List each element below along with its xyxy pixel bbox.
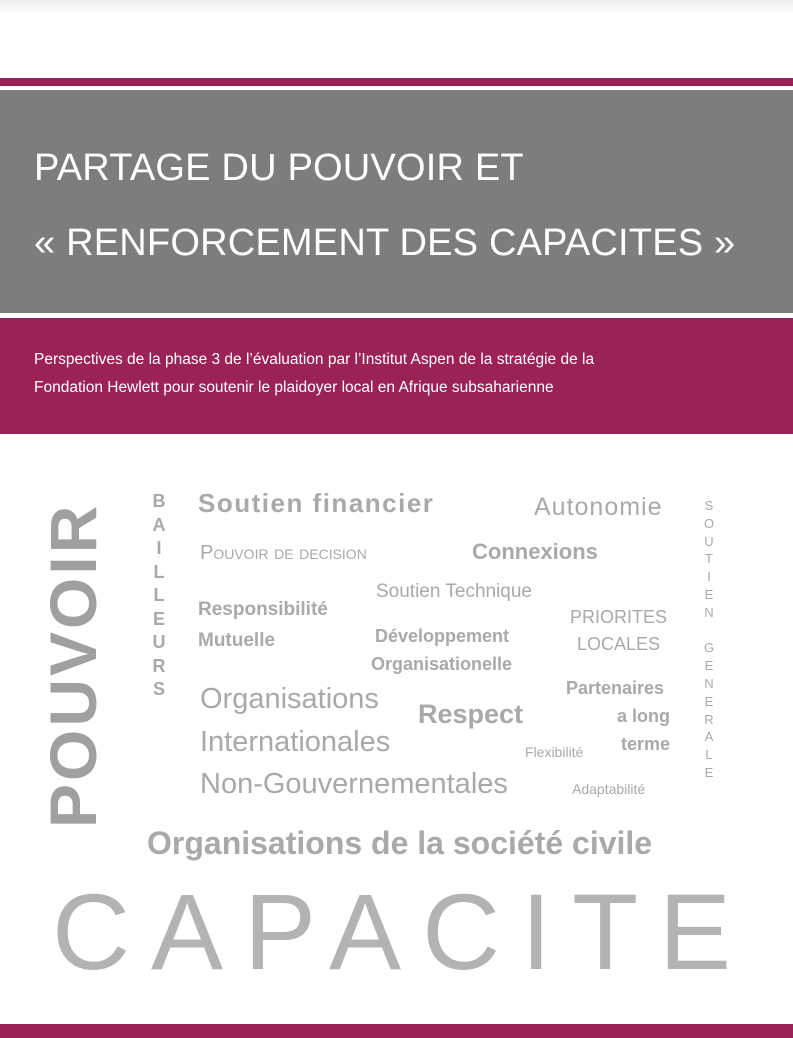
title-line-2: « RENFORCEMENT DES CAPACITES » — [34, 222, 736, 264]
title-banner — [0, 90, 793, 313]
word-organisations: Organisations — [200, 683, 379, 715]
word-connexions: Connexions — [472, 539, 598, 564]
word-bailleurs-vertical: B A I L L E U R S — [152, 491, 166, 699]
word-autonomie: Autonomie — [534, 493, 663, 521]
word-priorites: PRIORITES — [570, 607, 668, 627]
word-internationales: Internationales — [200, 726, 391, 758]
word-locales: LOCALES — [577, 634, 661, 654]
word-terme: terme — [621, 734, 671, 754]
subtitle-line-2: Fondation Hewlett pour soutenir le plaidoyer local en Afrique subsaharienne — [34, 379, 554, 396]
bottom-accent-bar — [0, 1024, 793, 1038]
word-non-gouvernementales: Non-Gouvernementales — [200, 768, 508, 800]
word-organisationelle: Organisationelle — [371, 654, 513, 674]
word-pouvoir: POUVOIR — [36, 502, 110, 828]
subtitle-line-1: Perspectives de la phase 3 de l’évaluation par l’Institut Aspen de la stratégie de la — [34, 351, 595, 368]
word-flexibilite: Flexibilité — [525, 744, 584, 760]
word-pouvoir-de-decision: Pouvoir de decision — [200, 542, 367, 564]
subtitle-banner — [0, 318, 793, 434]
word-partenaires: Partenaires — [566, 678, 665, 698]
word-adaptabilite: Adaptabilité — [572, 781, 646, 797]
word-soutien-generale-vertical: S O U T I E N G E N E R A L E — [703, 498, 715, 780]
word-soutien-technique: Soutien Technique — [376, 581, 532, 602]
word-respect: Respect — [418, 699, 524, 729]
word-soutien-financier: Soutien financier — [198, 488, 435, 518]
word-developpement: Développement — [375, 626, 510, 646]
word-responsabilite: Responsibilité — [198, 599, 328, 620]
title-line-1: PARTAGE DU POUVOIR ET — [34, 147, 524, 189]
word-a-long: a long — [617, 706, 670, 726]
top-shade — [0, 0, 793, 14]
top-accent-bar — [0, 78, 793, 86]
word-mutuelle: Mutuelle — [198, 630, 276, 651]
word-organisations-societe-civile: Organisations de la société civile — [147, 825, 653, 861]
word-capacite: CAPACITE — [52, 871, 753, 992]
